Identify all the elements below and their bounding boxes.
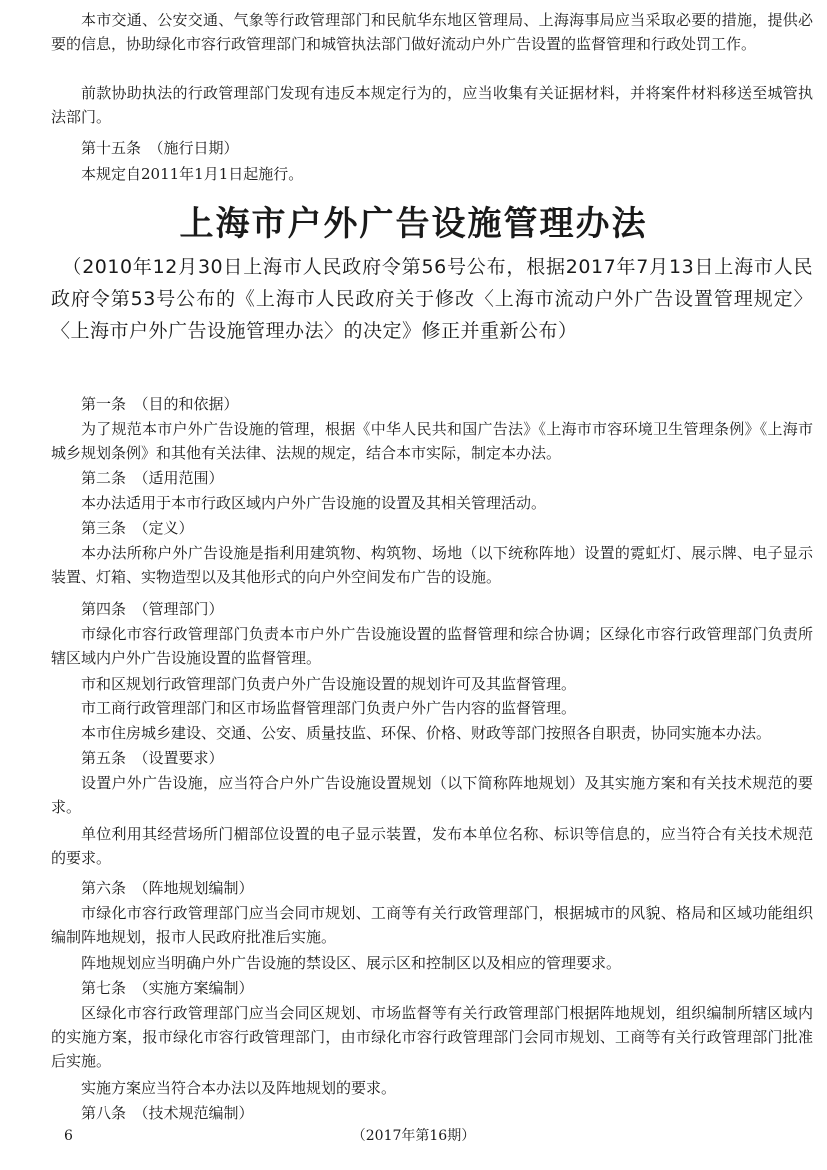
document-title: 上海市户外广告设施管理办法 xyxy=(179,204,648,244)
issue-label: （2017年第16期） xyxy=(351,1128,476,1144)
article-8-heading: 第八条 （技术规范编制） xyxy=(81,1104,254,1122)
article-5-heading: 第五条 （设置要求） xyxy=(81,749,224,767)
article-1-body: 为了规范本市户外广告设施的管理，根据《中华人民共和国广告法》《上海市市容环境卫生管理条例》《上海市城乡规划条例》和其他有关法律、法规的规定，结合本市实际，制定本办法。 xyxy=(51,420,813,462)
article-15-body: 本规定自2011年1月1日起施行。 xyxy=(81,165,304,183)
article-4-heading: 第四条 （管理部门） xyxy=(81,600,224,618)
article-7-body-1: 区绿化市容行政管理部门应当会同区规划、市场监督等有关行政管理部门根据阵地规划，组织编制所辖区域内的实施方案，报市绿化市容行政管理部门，由市绿化市容行政管理部门会同市规划、工商等有关行政管理部门批准后实施。 xyxy=(51,1004,813,1070)
paragraph-agency-assistance: 本市交通、公安交通、气象等行政管理部门和民航华东地区管理局、上海海事局应当采取必要的措施，提供必要的信息，协助绿化市容行政管理部门和城管执法部门做好流动户外广告设置的监督管理和行政处罚工作。 xyxy=(51,11,813,53)
promulgation-note: （2010年12月30日上海市人民政府令第56号公布，根据2017年7月13日上海市人民政府令第53号公布的《上海市人民政府关于修改〈上海市流动户外广告设置管理规定〉〈上海市户外广告设施管理办法〉的决定》修正并重新公布） xyxy=(51,256,813,342)
article-4-body-1: 市绿化市容行政管理部门负责本市户外广告设施设置的监督管理和综合协调；区绿化市容行政管理部门负责所辖区域内户外广告设施设置的监督管理。 xyxy=(51,625,813,667)
article-4-body-4: 本市住房城乡建设、交通、公安、质量技监、环保、价格、财政等部门按照各自职责，协同实施本办法。 xyxy=(81,724,772,742)
article-7-body-2: 实施方案应当符合本办法以及阵地规划的要求。 xyxy=(81,1079,397,1097)
article-3-body: 本办法所称户外广告设施是指利用建筑物、构筑物、场地（以下统称阵地）设置的霓虹灯、展示牌、电子显示装置、灯箱、实物造型以及其他形式的向户外空间发布广告的设施。 xyxy=(51,544,813,586)
article-7-heading: 第七条 （实施方案编制） xyxy=(81,979,254,997)
article-4-body-2: 市和区规划行政管理部门负责户外广告设施设置的规划许可及其监督管理。 xyxy=(81,675,577,693)
page-number: 6 xyxy=(64,1128,73,1144)
article-6-body-1: 市绿化市容行政管理部门应当会同市规划、工商等有关行政管理部门，根据城市的风貌、格局和区域功能组织编制阵地规划，报市人民政府批准后实施。 xyxy=(51,904,813,946)
article-15-heading: 第十五条 （施行日期） xyxy=(81,139,239,157)
article-6-body-2: 阵地规划应当明确户外广告设施的禁设区、展示区和控制区以及相应的管理要求。 xyxy=(81,954,622,972)
article-5-body-2: 单位利用其经营场所门楣部位设置的电子显示装置，发布本单位名称、标识等信息的，应当符合有关技术规范的要求。 xyxy=(51,825,813,867)
article-5-body-1: 设置户外广告设施，应当符合户外广告设施设置规划（以下简称阵地规划）及其实施方案和有关技术规范的要求。 xyxy=(51,774,813,816)
article-2-heading: 第二条 （适用范围） xyxy=(81,469,224,487)
article-3-heading: 第三条 （定义） xyxy=(81,519,194,537)
article-4-body-3: 市工商行政管理部门和区市场监督管理部门负责户外广告内容的监督管理。 xyxy=(81,699,577,717)
article-1-heading: 第一条 （目的和依据） xyxy=(81,395,239,413)
article-2-body: 本办法适用于本市行政区域内户外广告设施的设置及其相关管理活动。 xyxy=(81,494,547,512)
article-6-heading: 第六条 （阵地规划编制） xyxy=(81,879,254,897)
paragraph-enforcement-transfer: 前款协助执法的行政管理部门发现有违反本规定行为的，应当收集有关证据材料，并将案件材料移送至城管执法部门。 xyxy=(51,84,813,126)
